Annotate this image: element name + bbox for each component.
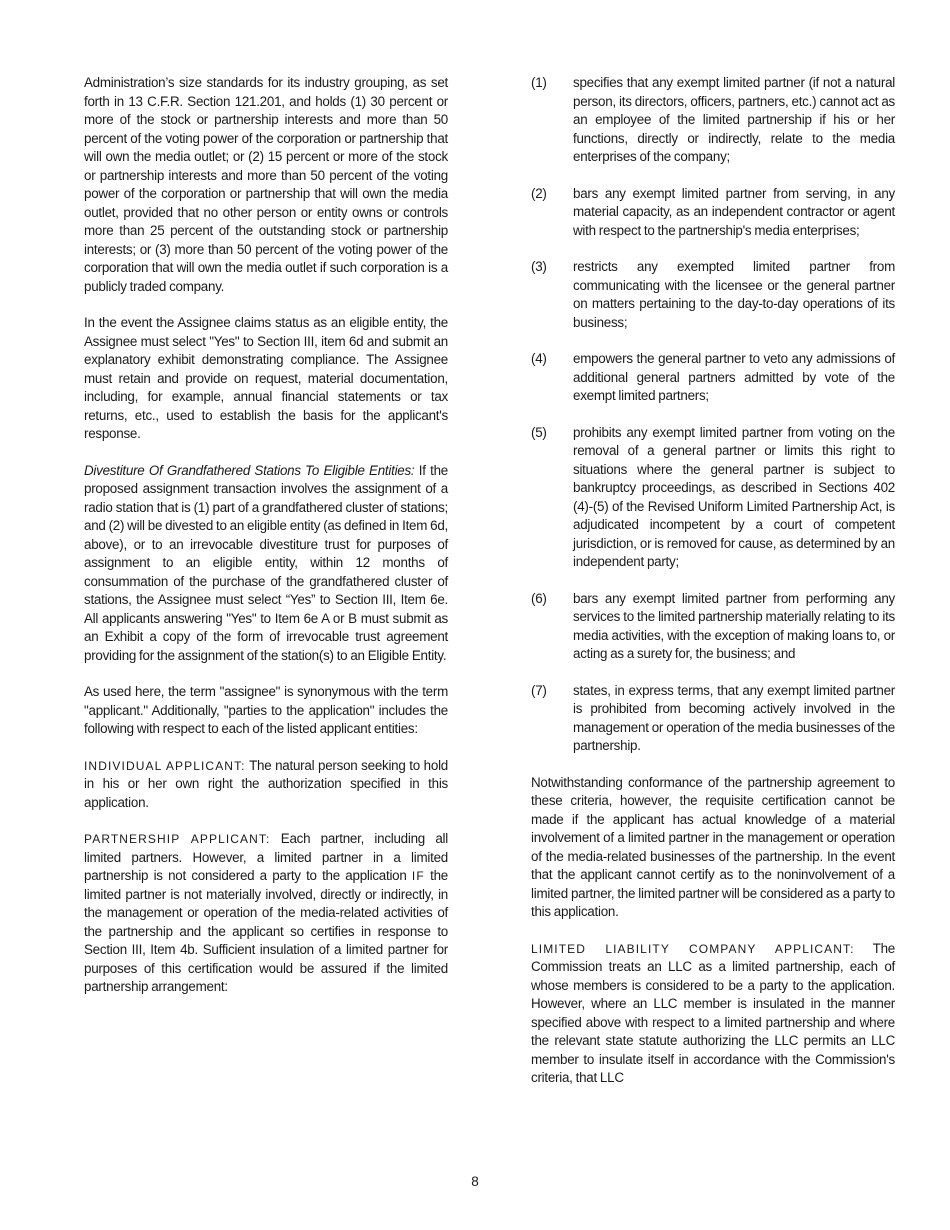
list-item-text: restricts any exempted limited partner from communicating with the licensee or the general partner on matters pertaining to the day-to-day operations of its business; [573, 259, 895, 330]
list-item-text: specifies that any exempt limited partner (if not a natural person, its directors, officers, partners, etc.) cannot act as an employee of the limited partnership if his or her functions, directly or indirectly, relate to the media enterprises of the company; [573, 75, 895, 164]
list-item-text: states, in express terms, that any exempt limited partner is prohibited from becoming actively involved in the management or operation of the media businesses of the partnership. [573, 682, 895, 753]
right-column [531, 74, 895, 1106]
divestiture-heading: Divestiture Of Grandfathered Stations To Eligible Entities: [84, 462, 415, 478]
individual-applicant-body: The natural person seeking to hold in his or her own right the authorization specified in this application. [84, 757, 448, 810]
paragraph-eligible-entity: In the event the Assignee claims status as an eligible entity, the Assignee must select "Yes" to Section III, item 6d and submit an explanatory exhibit demonstrating compliance. The Assignee must retain and provide on request, material documentation, including, for example, annual financial statements or tax returns, etc., used to establish the basis for the applicant's response. [84, 315, 448, 441]
list-item [531, 682, 895, 756]
llc-applicant-body: The Commission treats an LLC as a limited partnership, each of whose members is considered to be a party to the application. However, where an LLC member is insulated in the manner specified above with respect to a limited partnership and where the relevant state statute authorizing the LLC permits an LLC member to insulate itself in accordance with the Commission's criteria, that LLC [531, 940, 895, 1085]
list-item-number: (7) [531, 682, 547, 698]
list-item [531, 590, 895, 664]
paragraph-partnership-applicant [84, 830, 448, 997]
paragraph-assignee-definition: As used here, the term "assignee" is synonymous with the term "applicant." Additionally, "parties to the application" includes the following with respect to each of the listed applicant entities: [84, 684, 448, 736]
divestiture-body: If the proposed assignment transaction involves the assignment of a radio station that is (1) part of a grandfathered cluster of stations; and (2) will be divested to an eligible entity (as defined in Item 6d, above), or to an irrevocable divestiture trust for purposes of assignment to an eligible entity, within 12 months of consummation of the purchase of the grandfathered cluster of stations, the Assignee must select “Yes” to Section III, Item 6e. All applicants answering "Yes" to Item 6e A or B must submit as an Exhibit a copy of the form of irrevocable trust agreement providing for the assignment of the station(s) to an Eligible Entity. [84, 462, 449, 663]
list-item [531, 185, 895, 241]
list-item-number: (6) [531, 590, 547, 606]
list-item-text: bars any exempt limited partner from performing any services to the limited partnership materially relating to its media activities, with the exception of making loans to, or acting as a surety for, the business; and [573, 590, 895, 661]
partnership-body-a: Each partner, including all limited partners. However, a limited partner in a limited partnership is [84, 831, 448, 883]
page-number: 8 [471, 1174, 479, 1189]
partnership-not: not [168, 868, 186, 883]
paragraph-llc-applicant [531, 940, 895, 1088]
list-item [531, 74, 895, 167]
paragraph-individual-applicant [84, 757, 448, 813]
list-item-text: prohibits any exempt limited partner from voting on the removal of a general partner or limits this right to situations where the general partner is subject to bankruptcy proceedings, as described in Sections 402 (4)-(5) of the Revised Uniform Limited Partnership Act, is adjudicated incompetent by a court of competent jurisdiction, or is removed for cause, as determined by an independent party; [573, 424, 895, 569]
list-item-number: (5) [531, 424, 547, 440]
partnership-if: IF [411, 869, 425, 883]
llc-applicant-heading: LIMITED LIABILITY COMPANY APPLICANT: [531, 941, 855, 956]
left-column [84, 74, 448, 1015]
list-item-number: (3) [531, 259, 547, 274]
individual-applicant-heading: INDIVIDUAL APPLICANT: [84, 758, 246, 773]
partnership-body-b: considered a party to the application [185, 868, 412, 883]
paragraph-notwithstanding: Notwithstanding conformance of the partnership agreement to these criteria, however, the requisite certification cannot be made if the applicant has actual knowledge of a material involvement of a limited partner in the management or operation of the media-related businesses of the partnership. In the event that the applicant cannot certify as to the noninvolvement of a limited partner, the limited partner will be considered as a party to this application. [531, 774, 895, 919]
partnership-body-c: the limited partner is not materially involved, directly or indirectly, in the management or operation of the media-related activities of the partnership and the applicant so certifies in response to Section III, Item 4b. Sufficient insulation of a limited partner for purposes of this certification would be assured if the limited partnership arrangement: [84, 868, 449, 994]
list-item [531, 424, 895, 572]
list-item-number: (1) [531, 75, 547, 90]
list-item-text: empowers the general partner to veto any admissions of additional general partners admitted by vote of the exempt limited partners; [573, 351, 895, 403]
paragraph-divestiture [84, 462, 448, 666]
list-item-text: bars any exempt limited partner from serving, in any material capacity, as an independent contractor or agent with respect to the partnership's media enterprises; [573, 185, 895, 238]
list-item-number: (2) [531, 185, 547, 201]
list-item-number: (4) [531, 351, 547, 366]
paragraph-size-standards: Administration’s size standards for its industry grouping, as set forth in 13 C.F.R. Section 121.201, and holds (1) 30 percent or more of the stock or partnership interests and more than 50 percent of the voting power of the corporation or partnership that will own the media outlet; or (2) 15 percent or more of the stock or partnership interests and more than 50 percent of the voting power of the corporation or partnership that will own the media outlet, provided that no other person or entity owns or controls more than 25 percent of the outstanding stock or partnership interests; or (3) more than 50 percent of the voting power of the corporation that will own the media outlet if such corporation is a publicly traded company. [84, 75, 448, 294]
list-item [531, 258, 895, 332]
list-item [531, 350, 895, 406]
partnership-applicant-heading: PARTNERSHIP APPLICANT: [84, 832, 271, 846]
